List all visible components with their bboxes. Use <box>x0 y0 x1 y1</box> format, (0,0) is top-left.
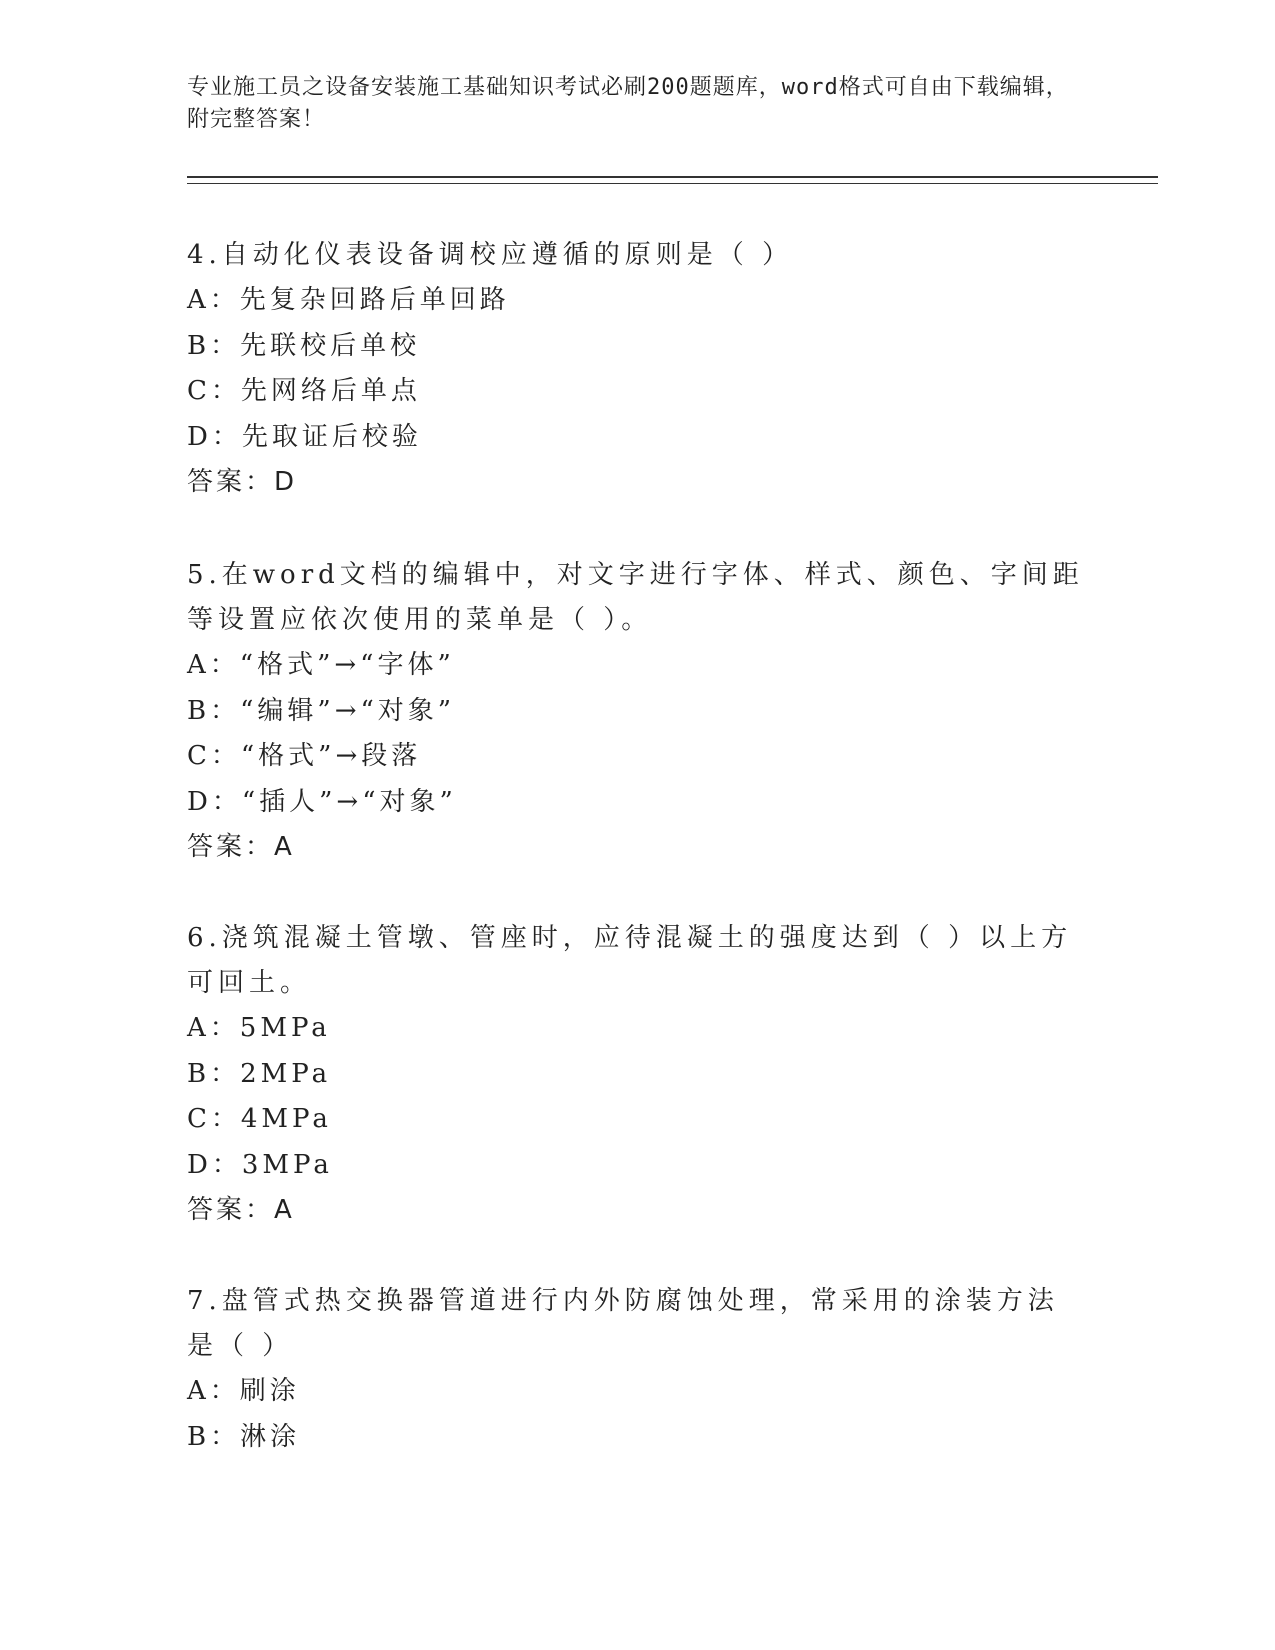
question-6 <box>187 916 1087 1234</box>
answer: 答案：D <box>187 467 298 497</box>
question-4 <box>187 233 1087 506</box>
option-b: B：“编辑”→“对象” <box>187 695 456 726</box>
option-d: D：“插人”→“对象” <box>187 786 457 817</box>
option-c: C：“格式”→段落 <box>187 741 422 771</box>
option-d: D：3MPa <box>187 1149 333 1180</box>
option-c: C：4MPa <box>187 1104 332 1134</box>
question-title: 5.在word文档的编辑中，对文字进行字体、样式、颜色、字间距等设置应依次使用的菜单是（ ）。 <box>187 560 1084 635</box>
option-a: A：5MPa <box>187 1013 331 1043</box>
option-d: D：先取证后校验 <box>187 421 422 452</box>
question-title: 7.盘管式热交换器管道进行内外防腐蚀处理，常采用的涂装方法是（ ） <box>187 1286 1059 1361</box>
answer: 答案：A <box>187 1195 295 1225</box>
question-title: 6.浇筑混凝土管墩、管座时，应待混凝土的强度达到（ ）以上方可回土。 <box>187 923 1073 998</box>
option-a: A：先复杂回路后单回路 <box>187 285 510 315</box>
option-b: B：淋涂 <box>187 1421 301 1452</box>
question-title: 4.自动化仪表设备调校应遵循的原则是（ ） <box>187 240 794 270</box>
question-7 <box>187 1279 1087 1460</box>
answer: 答案：A <box>187 832 295 862</box>
header-divider-thin <box>187 183 1158 184</box>
option-c: C：先网络后单点 <box>187 376 421 406</box>
option-a: A：“格式”→“字体” <box>187 650 455 680</box>
option-a: A：刷涂 <box>187 1376 300 1406</box>
question-5 <box>187 553 1087 871</box>
header-divider <box>187 176 1158 178</box>
option-b: B：2MPa <box>187 1058 332 1089</box>
option-b: B：先联校后单校 <box>187 330 421 361</box>
document-header: 专业施工员之设备安装施工基础知识考试必刷200题题库，word格式可自由下载编辑，附完整答案！ <box>187 75 1069 132</box>
